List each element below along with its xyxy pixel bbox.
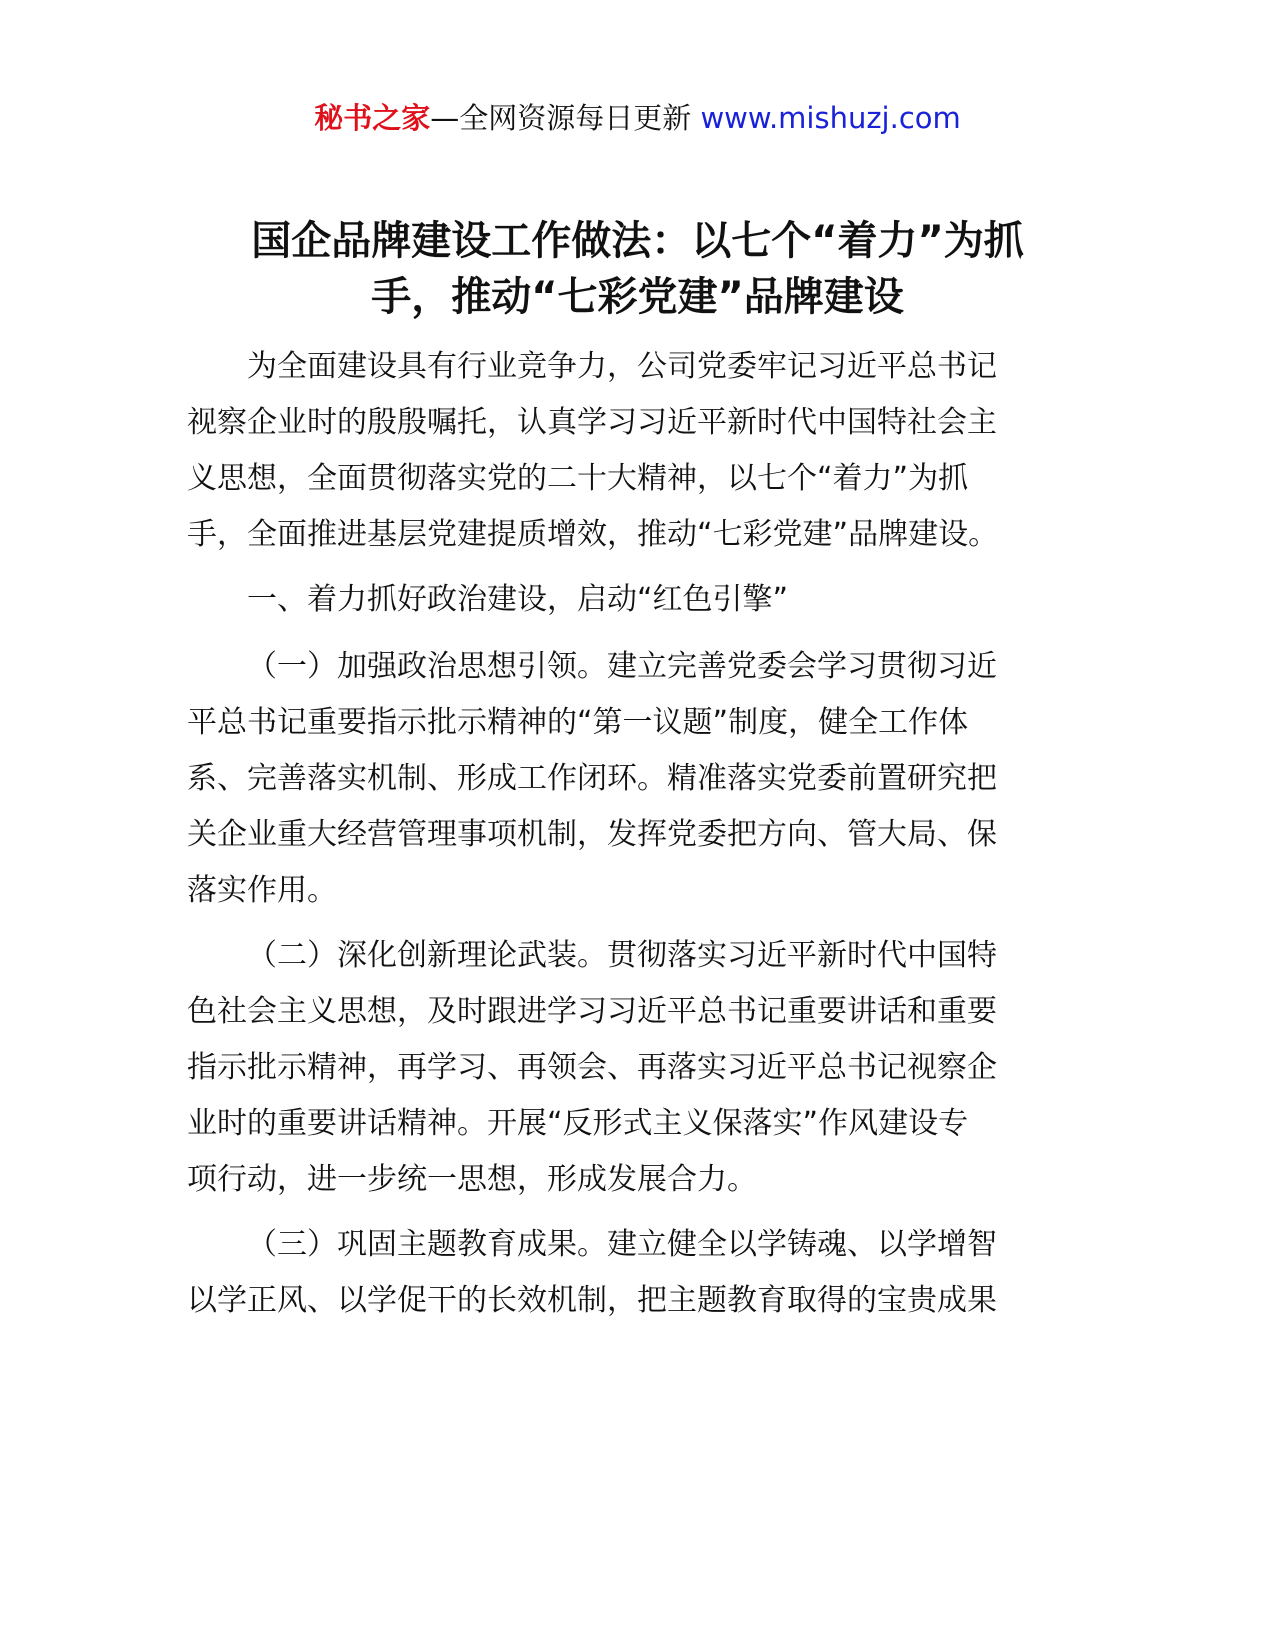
paragraph-line: 以学正风、以学促干的长效机制，把主题教育取得的宝贵成果 <box>187 1283 997 1318</box>
paragraph-line: 项行动，进一步统一思想，形成发展合力。 <box>187 1162 757 1197</box>
subsection-paragraph <box>187 639 1087 919</box>
subsection-paragraph <box>187 1217 1087 1329</box>
paragraph-line: 视察企业时的殷殷嘱托，认真学习习近平新时代中国特社会主 <box>187 405 997 440</box>
paragraph-line: 一、着力抓好政治建设，启动“红色引擎” <box>247 582 789 617</box>
paragraph-line: 业时的重要讲话精神。开展“反形式主义保落实”作风建设专 <box>187 1106 969 1141</box>
intro-paragraph <box>187 339 1087 563</box>
paragraph-line: 指示批示精神，再学习、再领会、再落实习近平总书记视察企 <box>187 1050 997 1085</box>
paragraph-line: 关企业重大经营管理事项机制，发挥党委把方向、管大局、保 <box>187 817 997 852</box>
paragraph-line: （三）巩固主题教育成果。建立健全以学铸魂、以学增智 <box>247 1227 997 1262</box>
header-banner <box>0 98 1275 138</box>
paragraph-line: 手，全面推进基层党建提质增效，推动“七彩党建”品牌建设。 <box>187 517 999 552</box>
paragraph-line: 系、完善落实机制、形成工作闭环。精准落实党委前置研究把 <box>187 761 997 796</box>
paragraph-line: （二）深化创新理论武装。贯彻落实习近平新时代中国特 <box>247 938 997 973</box>
title-line: 手，推动“七彩党建”品牌建设 <box>371 274 904 320</box>
paragraph-line: 色社会主义思想，及时跟进学习习近平总书记重要讲话和重要 <box>187 994 997 1029</box>
title-line: 国企品牌建设工作做法：以七个“着力”为抓 <box>251 218 1024 264</box>
paragraph-line: （一）加强政治思想引领。建立完善党委会学习贯彻习近 <box>247 649 997 684</box>
section-heading <box>187 572 1087 628</box>
paragraph-line: 落实作用。 <box>187 873 337 908</box>
header-tagline: —全网资源每日更新 <box>430 101 692 135</box>
site-url-link[interactable]: www.mishuzj.com <box>700 101 961 135</box>
brand-name: 秘书之家 <box>314 101 431 135</box>
paragraph-line: 平总书记重要指示批示精神的“第一议题”制度，健全工作体 <box>187 705 969 740</box>
subsection-paragraph <box>187 928 1087 1208</box>
paragraph-line: 为全面建设具有行业竞争力，公司党委牢记习近平总书记 <box>247 349 997 384</box>
paragraph-line: 义思想，全面贯彻落实党的二十大精神，以七个“着力”为抓 <box>187 461 969 496</box>
document-title <box>160 213 1115 325</box>
